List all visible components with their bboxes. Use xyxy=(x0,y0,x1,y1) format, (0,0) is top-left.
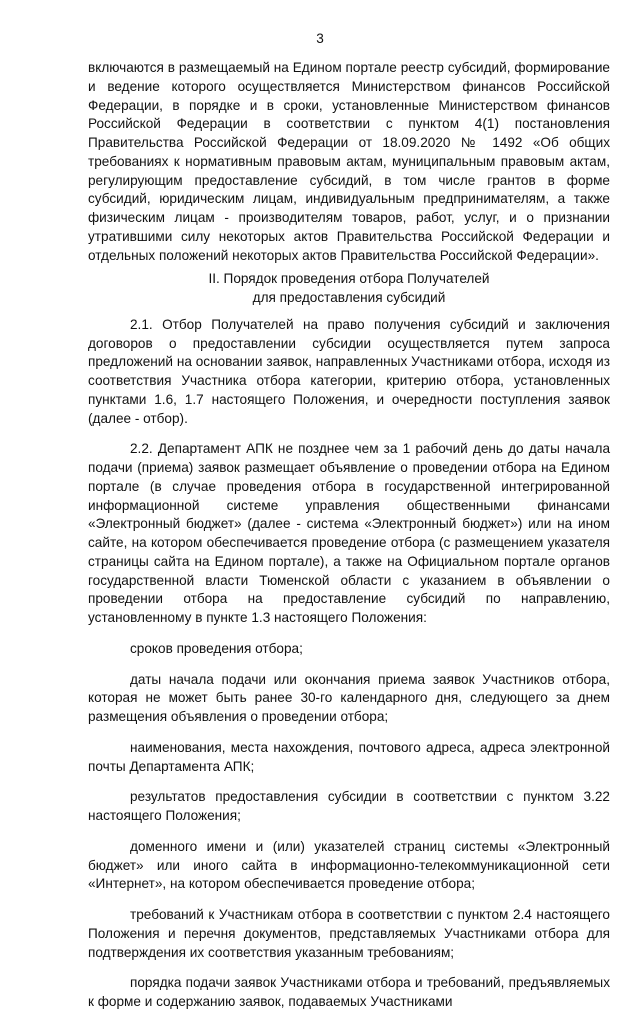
list-item: даты начала подачи или окончания приема заявок Участников отбора, которая не может быть ранее 30-го календарного дня, следующего за днем размещения объявления о проведении отбора; xyxy=(88,671,610,724)
list-item: доменного имени и (или) указателей страниц системы «Электронный бюджет» или иного сайта в информационно-телекоммуникационной сети «Интернет», на котором обеспечивается проведение отбора; xyxy=(88,838,610,892)
section-title-line-2: для предоставления субсидий xyxy=(252,290,446,305)
list-item: результатов предоставления субсидии в соответствии с пунктом 3.22 настоящего Положения; xyxy=(88,789,610,823)
page-content xyxy=(88,59,610,1012)
section-heading xyxy=(88,270,610,308)
list-item: наименования, места нахождения, почтового адреса, адреса электронной почты Департамента АПК; xyxy=(88,739,610,774)
list-item: требований к Участникам отбора в соответствии с пунктом 2.4 настоящего Положения и перечня документов, представляемых Участниками отбора для подтверждения их соответствия указанным требованиям; xyxy=(88,907,610,960)
page-number: 3 xyxy=(316,31,324,46)
paragraph-2-2: 2.2. Департамент АПК не позднее чем за 1 рабочий день до даты начала подачи (приема) заявок размещает объявление о проведении отбора на Едином портале (в случае проведения отбора в государственной интегрированной информационной системе управления общественными финансами «Электронный бюджет» (далее - система «Электронный бюджет») или на ином сайте, на котором обеспечивается проведение отбора (с размещением указателя страницы сайта на Едином портале), а также на Официальном портале органов государственной власти Тюменской области с указанием в объявлении о проведении отбора на предоставление субсидий по направлению, установленному в пункте 1.3 настоящего Положения: xyxy=(88,441,610,625)
list-item: порядка подачи заявок Участниками отбора и требований, предъявляемых к форме и содержанию заявок, подаваемых Участниками xyxy=(88,975,610,1009)
intro-paragraph: включаются в размещаемый на Едином портале реестр субсидий, формирование и ведение которого осуществляется Министерством финансов Российской Федерации, в порядке и в сроки, установленные Министерством финансов Российской Федерации в соответствии с пунктом 4(1) постановления Правительства Российской Федерации от 18.09.2020 № 1492 «Об общих требованиях к нормативным правовым актам, муниципальным правовым актам, регулирующим предоставление субсидий, в том числе грантов в форме субсидий, юридическим лицам, индивидуальным предпринимателям, а также физическим лицам - производителям товаров, работ, услуг, и о признании утратившими силу некоторых актов Правительства Российской Федерации и отдельных положений некоторых актов Правительства Российской Федерации». xyxy=(88,60,610,263)
list-item: сроков проведения отбора; xyxy=(130,640,303,656)
section-title-line-1: II. Порядок проведения отбора Получателей xyxy=(208,271,490,287)
paragraph-2-1: 2.1. Отбор Получателей на право получения субсидий и заключения договоров о предоставлении субсидии осуществляется путем запроса предложений на основании заявок, направленных Участниками отбора, исходя из соответствия Участника отбора категории, критерию отбора, установленных пунктами 1.6, 1.7 настоящего Положения, и очередности поступления заявок (далее - отбор). xyxy=(88,316,610,426)
